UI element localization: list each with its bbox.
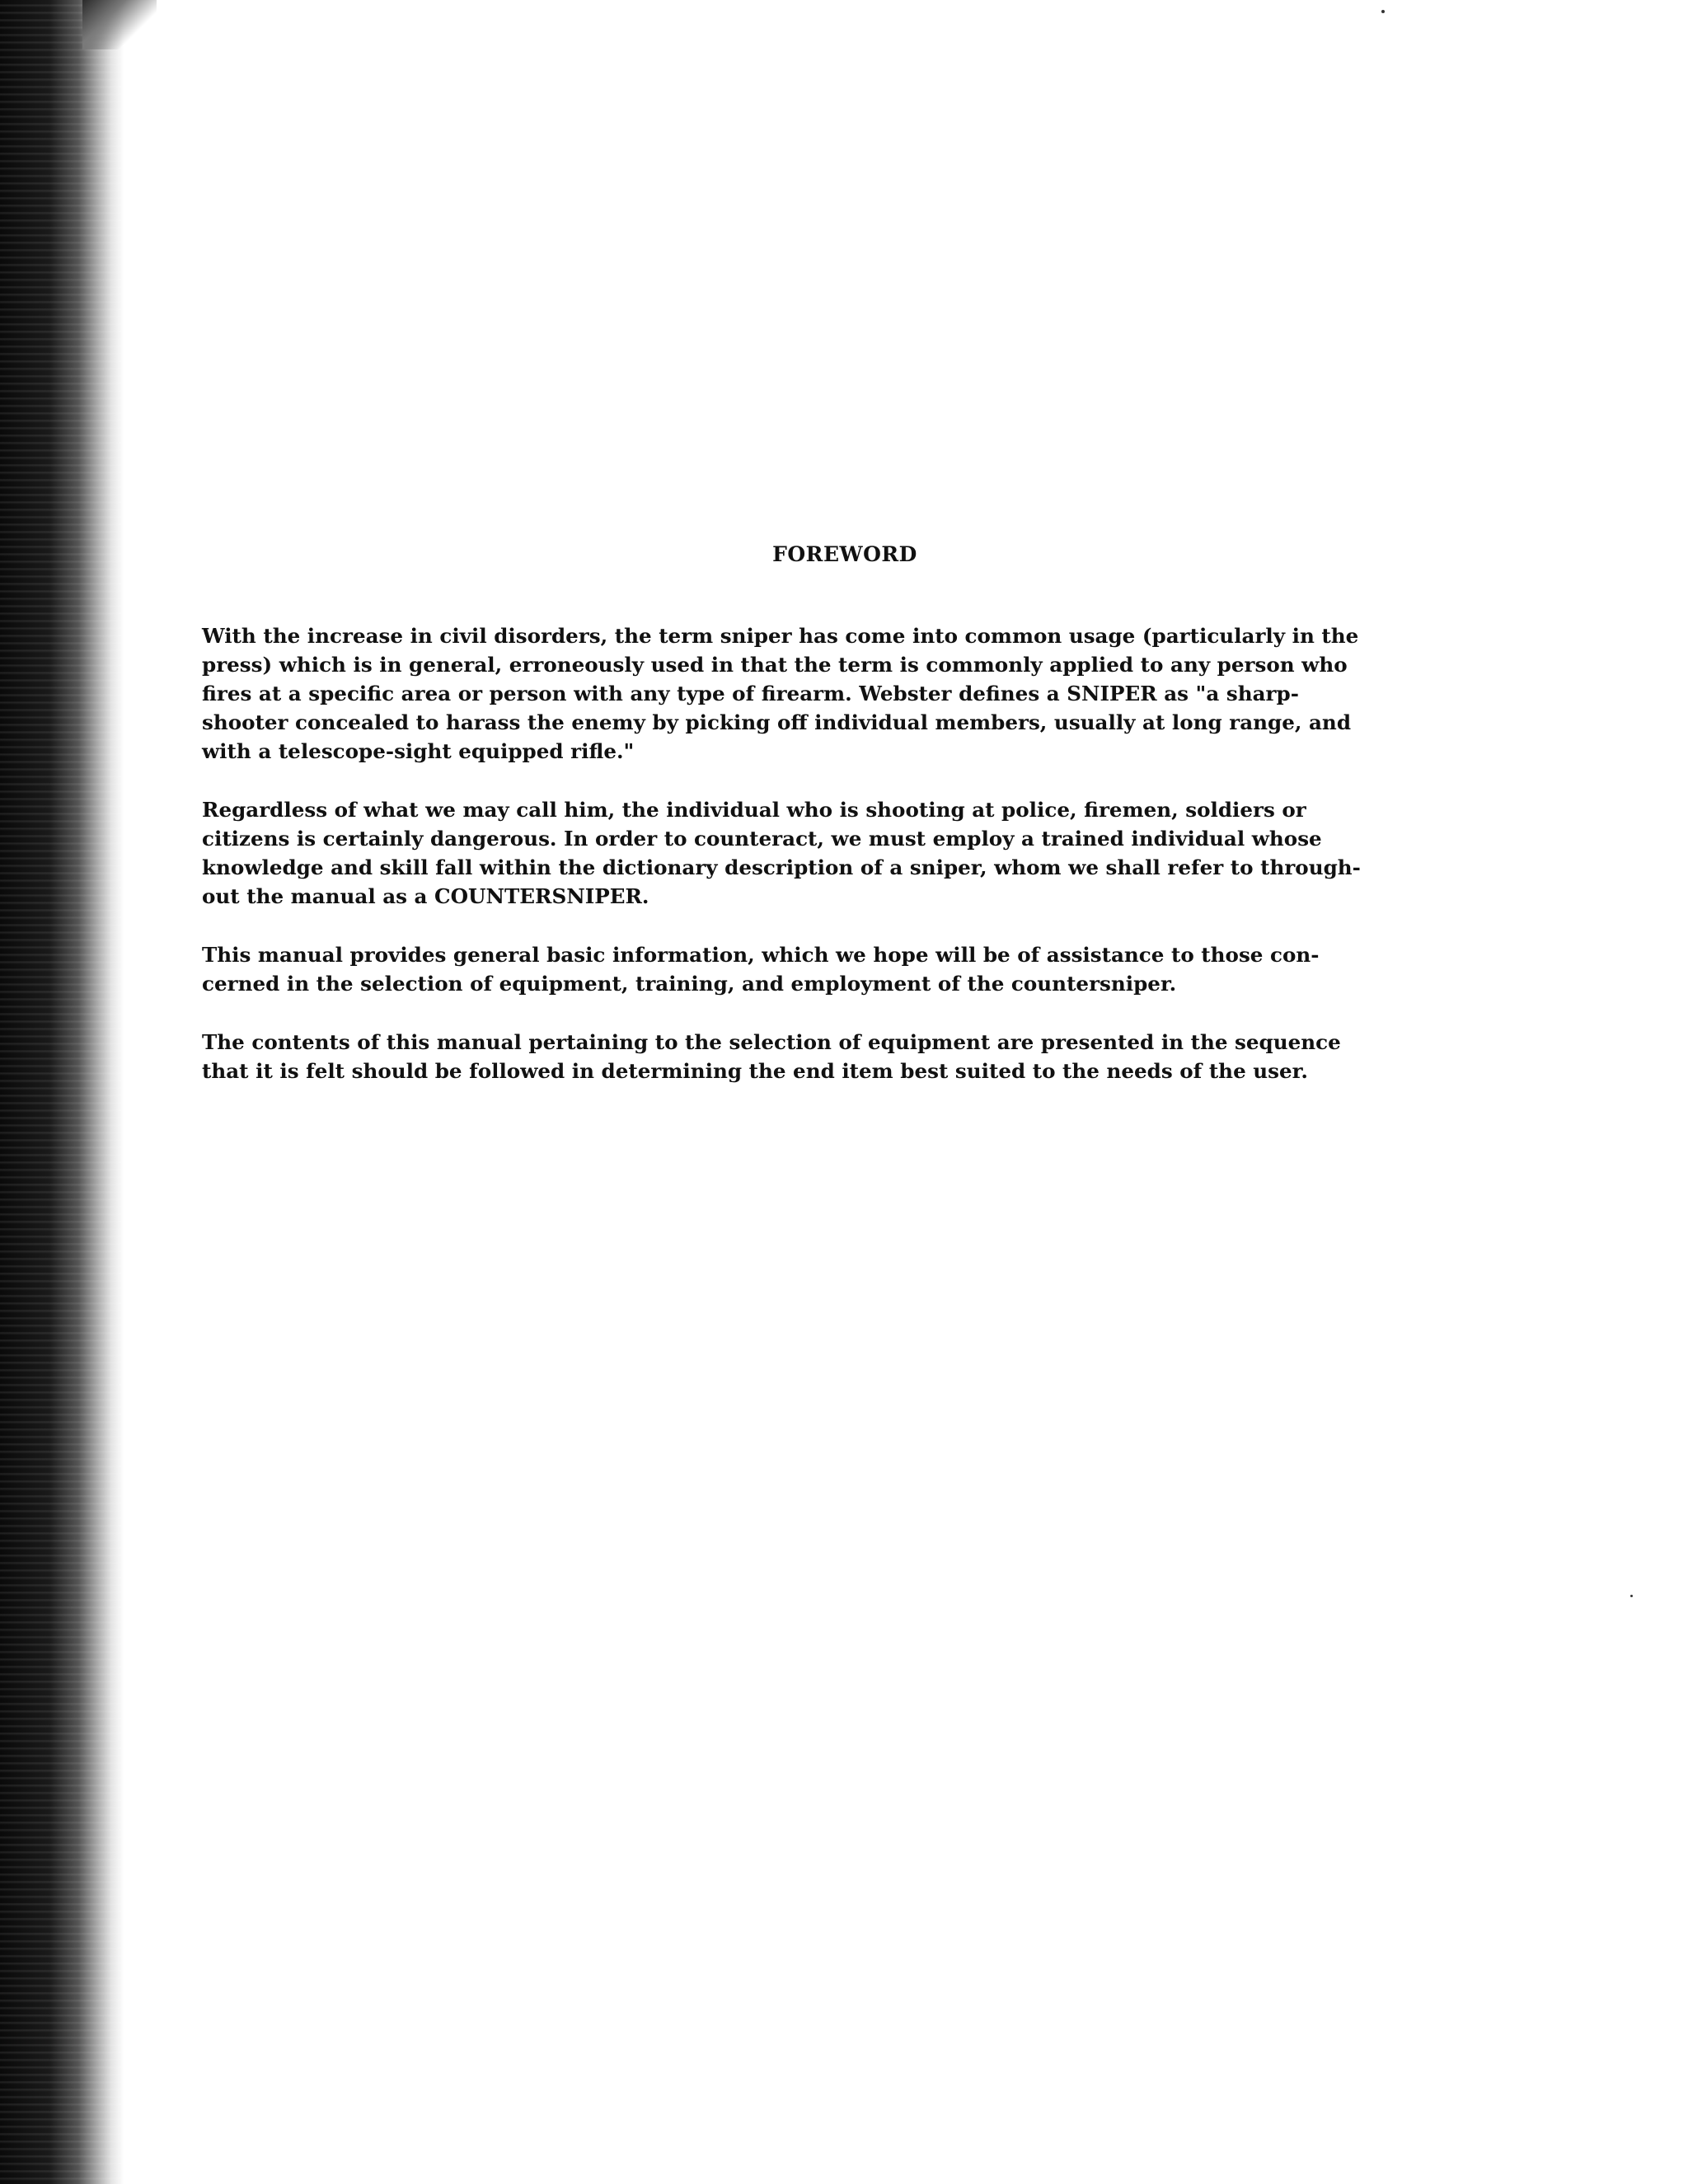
text-line: shooter concealed to harass the enemy by picking off individual members, usually at long range, and — [202, 710, 1352, 734]
paragraph-4 — [202, 1028, 1488, 1085]
document-body — [202, 540, 1488, 1115]
text-line: Regardless of what we may call him, the individual who is shooting at police, firemen, soldiers or — [202, 798, 1306, 822]
scanned-page-corner — [82, 0, 157, 49]
text-line: fires at a specific area or person with any type of firearm. Webster defines a SNIPER as "a sharp- — [202, 682, 1299, 705]
text-line: with a telescope-sight equipped rifle." — [202, 739, 635, 763]
text-line: cerned in the selection of equipment, training, and employment of the countersniper. — [202, 972, 1177, 996]
text-line: out the manual as a COUNTERSNIPER. — [202, 884, 649, 908]
paragraph-1 — [202, 621, 1488, 766]
text-line: that it is felt should be followed in determining the end item best suited to the needs of the user. — [202, 1059, 1308, 1083]
text-line: knowledge and skill fall within the dictionary description of a sniper, whom we shall refer to through- — [202, 855, 1361, 879]
scan-speck — [1381, 10, 1385, 13]
scan-speck — [1630, 1595, 1633, 1597]
text-line: press) which is in general, erroneously used in that the term is commonly applied to any person who — [202, 653, 1348, 677]
text-line: citizens is certainly dangerous. In order to counteract, we must employ a trained individual whose — [202, 827, 1322, 851]
paragraph-3 — [202, 940, 1488, 998]
text-line: With the increase in civil disorders, the term sniper has come into common usage (particularly in the — [202, 624, 1359, 648]
document-heading: FOREWORD — [772, 542, 917, 566]
text-line: The contents of this manual pertaining to the selection of equipment are presented in the sequence — [202, 1030, 1341, 1054]
text-line: This manual provides general basic information, which we hope will be of assistance to those con- — [202, 943, 1320, 967]
paragraph-2 — [202, 795, 1488, 911]
scanned-page-edge — [0, 0, 124, 2184]
